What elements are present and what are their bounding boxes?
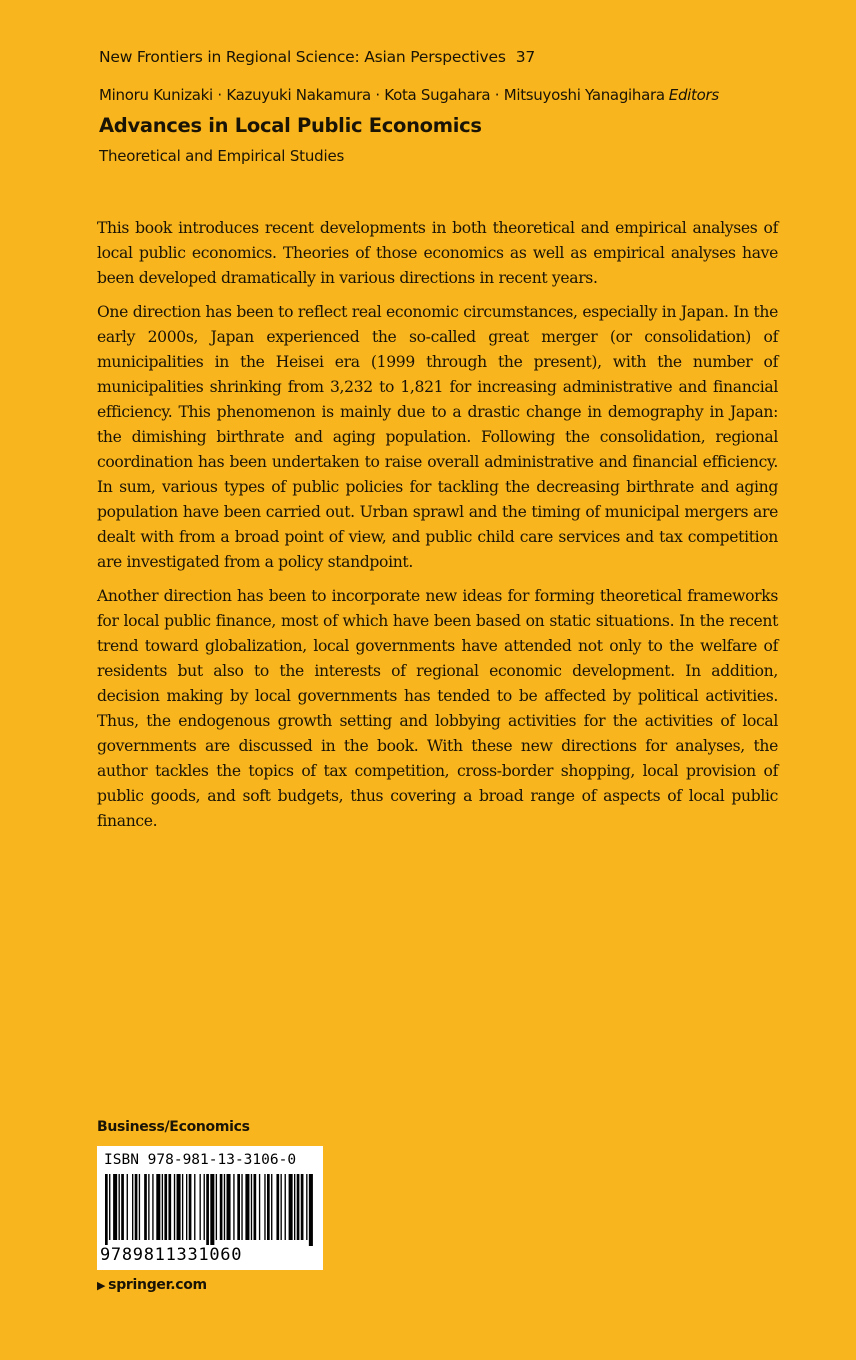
barcode-bar (297, 1174, 300, 1240)
barcode-bar (162, 1174, 163, 1240)
barcode-bar (259, 1174, 260, 1240)
barcode-bar (206, 1174, 209, 1246)
barcode-bar (237, 1174, 240, 1240)
barcode-bar (186, 1174, 187, 1240)
blurb-paragraph-1: This book introduces recent developments in both theoretical and empirical analyses of local public economics. Theories of those economics as well as empirical analyses have been developed dramatically in various directions in recent years. (97, 219, 778, 287)
barcode-bar (245, 1174, 249, 1240)
barcode-bar (139, 1174, 140, 1240)
barcode-bar (216, 1174, 217, 1240)
barcode-bar (168, 1174, 171, 1240)
barcode-bar (194, 1174, 195, 1240)
barcode-bar (105, 1174, 108, 1246)
series-name: New Frontiers in Regional Science: Asian Perspectives (99, 48, 506, 66)
barcode-bar (189, 1174, 192, 1240)
barcode-bar (267, 1174, 270, 1240)
barcode-bar (135, 1174, 138, 1240)
book-subtitle: Theoretical and Empirical Studies (99, 147, 345, 165)
category-label: Business/Economics (97, 1119, 250, 1135)
barcode-bar (156, 1174, 160, 1240)
barcode-bar (109, 1174, 110, 1240)
barcode-bar (227, 1174, 231, 1240)
barcode-bar (281, 1174, 282, 1240)
barcode-bar (177, 1174, 181, 1240)
isbn-label: ISBN 978-981-13-3106-0 (104, 1152, 297, 1168)
barcode-bar (301, 1174, 304, 1240)
barcode-bar (285, 1174, 286, 1240)
barcode-bar (113, 1174, 117, 1240)
blurb-paragraph-3: Another direction has been to incorporate new ideas for forming theoretical frameworks for local public finance, most of which have been based on static situations. In the recent trend toward globalization, local governments have attended not only to the welfare of residents but also to the interests of regional economic development. In addition, decision making by local governments has tended to be affected by political activities. Thus, the endogenous growth setting and lobbying activities for the activities of local governments are discussed in the book. With these new directions for analyses, the author tackles the topics of tax competition, cross-border shopping, local provision of public goods, and soft budgets, thus covering a broad range of aspects of local public finance. (97, 587, 778, 830)
website-link[interactable] (97, 1277, 207, 1293)
series-number: 37 (515, 48, 536, 66)
barcode-bar (306, 1174, 307, 1240)
barcode-bar (289, 1174, 293, 1240)
barcode-icon (103, 1174, 317, 1246)
website-text: springer.com (108, 1277, 207, 1293)
editors-names: Minoru Kunizaki · Kazuyuki Nakamura · Kota Sugahara · Mitsuyoshi Yanagihara (99, 86, 665, 104)
barcode-bar (241, 1174, 242, 1240)
barcode-bar (121, 1174, 124, 1240)
barcode-bar (164, 1174, 167, 1240)
barcode-bar (294, 1174, 295, 1240)
barcode-number: 9789811331060 (100, 1245, 243, 1265)
editors-line (99, 86, 719, 104)
arrow-right-icon: ▶ (97, 1279, 106, 1292)
barcode-bar (152, 1174, 153, 1240)
barcode-bar (224, 1174, 225, 1240)
barcode-bar (119, 1174, 120, 1240)
barcode-bar (182, 1174, 183, 1240)
barcode-bar (309, 1174, 313, 1246)
blurb-paragraph-2: One direction has been to reflect real economic circumstances, especially in Japan. In the early 2000s, Japan experienced the so-called great merger (or consolidation) of municipalities in the Heisei era (1999 through the present), with the number of municipalities shrinking from 3,232 to 1,821 for increasing administrative and financial efficiency. This phenomenon is mainly due to a drastic change in demography in Japan: the dimishing birthrate and aging population. Following the consolidation, regional coordination has been undertaken to raise overall administrative and financial efficiency. In sum, various types of public policies for tackling the decreasing birthrate and aging population have been carried out. Urban sprawl and the timing of municipal mergers are dealt with from a broad point of view, and public child care services and tax competition are investigated from a policy standpoint. (97, 303, 778, 571)
barcode-bar (264, 1174, 265, 1240)
barcode-bar (276, 1174, 279, 1240)
barcode-bar (132, 1174, 133, 1240)
blurb (97, 216, 778, 843)
barcode-bar (174, 1174, 175, 1240)
barcode-bar (204, 1174, 205, 1240)
editors-role: Editors (668, 86, 719, 104)
barcode-bar (251, 1174, 252, 1240)
barcode-bar (233, 1174, 234, 1240)
series-line (99, 48, 535, 66)
barcode-bar (200, 1174, 201, 1240)
barcode-bar (220, 1174, 223, 1240)
barcode-bar (210, 1174, 214, 1246)
barcode-bar (254, 1174, 257, 1240)
barcode-bar (271, 1174, 272, 1240)
barcode-bar (144, 1174, 147, 1240)
barcode-bar (148, 1174, 149, 1240)
book-title: Advances in Local Public Economics (99, 114, 482, 137)
barcode-bar (127, 1174, 128, 1240)
